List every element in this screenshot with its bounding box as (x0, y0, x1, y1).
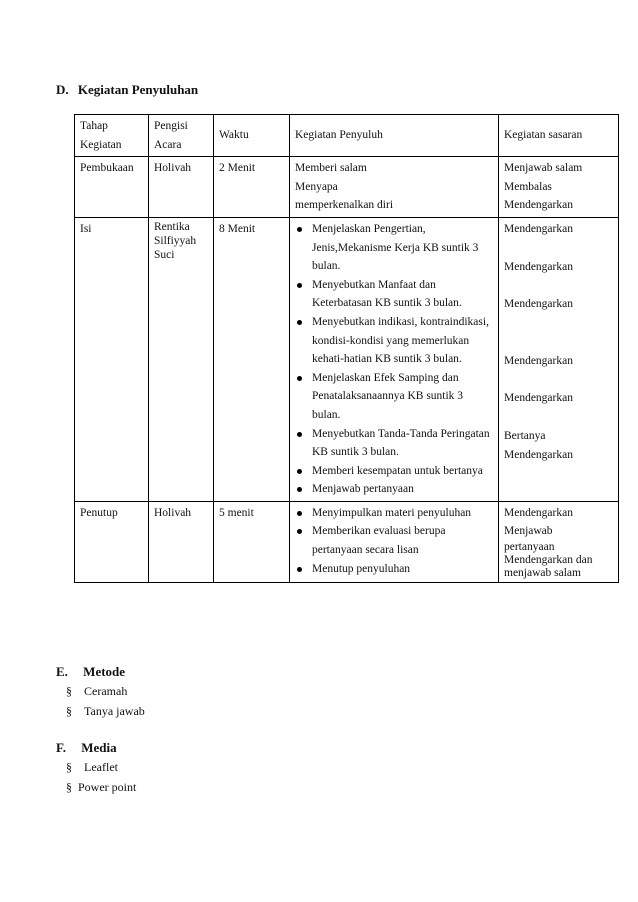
section-e-heading (56, 664, 125, 680)
section-bullet-icon: § (66, 760, 72, 774)
section-bullet-icon: § (66, 780, 72, 794)
cell-sasaran: Menjawab salam Membalas Mendengarkan (499, 157, 619, 218)
table-header-row (75, 115, 619, 157)
section-bullet-icon: § (66, 704, 72, 718)
cell-tahap: Penutup (75, 501, 149, 582)
list-item: Menjelaskan Efek Samping dan Penatalaksanaannya KB suntik 3 bulan. (295, 369, 493, 425)
list-item: Menyimpulkan materi penyuluhan (295, 504, 493, 523)
list-item: Menjelaskan Pengertian, Jenis,Mekanisme Kerja KB suntik 3 bulan. (295, 220, 493, 276)
list-item: Menyebutkan Manfaat dan Keterbatasan KB suntik 3 bulan. (295, 276, 493, 313)
section-bullet-icon: § (66, 684, 72, 698)
section-f-heading (56, 740, 117, 756)
list-item: Menyebutkan Tanda-Tanda Peringatan KB suntik 3 bulan. (295, 425, 493, 462)
cell-sasaran: Mendengarkan Menjawab pertanyaan Mendengarkan dan menjawab salam (499, 501, 619, 582)
cell-waktu: 8 Menit (214, 217, 290, 501)
header-pengisi: Pengisi Acara (149, 115, 214, 157)
section-d-heading (56, 82, 198, 98)
cell-waktu: 2 Menit (214, 157, 290, 218)
list-item: Menjawab pertanyaan (295, 480, 493, 499)
section-f-title: Media (81, 740, 117, 755)
cell-penyuluh (290, 217, 499, 501)
cell-pengisi: Holivah (149, 501, 214, 582)
header-waktu: Waktu (214, 115, 290, 157)
header-tahap: Tahap Kegiatan (75, 115, 149, 157)
header-sasaran: Kegiatan sasaran (499, 115, 619, 157)
cell-sasaran: Mendengarkan Mendengarkan Mendengarkan Mendengarkan Mendengarkan Bertanya Mendengarkan (499, 217, 619, 501)
section-f-letter: F. (56, 740, 66, 755)
method-item: § Ceramah (66, 684, 128, 698)
kegiatan-table (74, 114, 619, 583)
section-d-letter: D. (56, 82, 69, 97)
header-penyuluh: Kegiatan Penyuluh (290, 115, 499, 157)
cell-tahap: Pembukaan (75, 157, 149, 218)
cell-tahap: Isi (75, 217, 149, 501)
section-d-title: Kegiatan Penyuluhan (77, 82, 199, 97)
section-e-letter: E. (56, 664, 68, 679)
list-item: Memberikan evaluasi berupa pertanyaan secara lisan (295, 522, 493, 559)
table-row (75, 217, 619, 501)
cell-pengisi: Holivah (149, 157, 214, 218)
cell-penyuluh: Memberi salam Menyapa memperkenalkan diri (290, 157, 499, 218)
cell-pengisi: Rentika Silfiyyah Suci (149, 217, 214, 501)
table-row (75, 501, 619, 582)
table-row (75, 157, 619, 218)
cell-penyuluh (290, 501, 499, 582)
list-item: Memberi kesempatan untuk bertanya (295, 462, 493, 481)
section-e-title: Metode (83, 664, 126, 679)
method-item: § Tanya jawab (66, 704, 145, 718)
media-item: § Power point (66, 780, 137, 794)
list-item: Menyebutkan indikasi, kontraindikasi, kondisi-kondisi yang memerlukan kehati-hatian KB suntik 3 bulan. (295, 313, 493, 369)
list-item: Menutup penyuluhan (295, 560, 493, 579)
media-item: § Leaflet (66, 760, 118, 774)
cell-waktu: 5 menit (214, 501, 290, 582)
